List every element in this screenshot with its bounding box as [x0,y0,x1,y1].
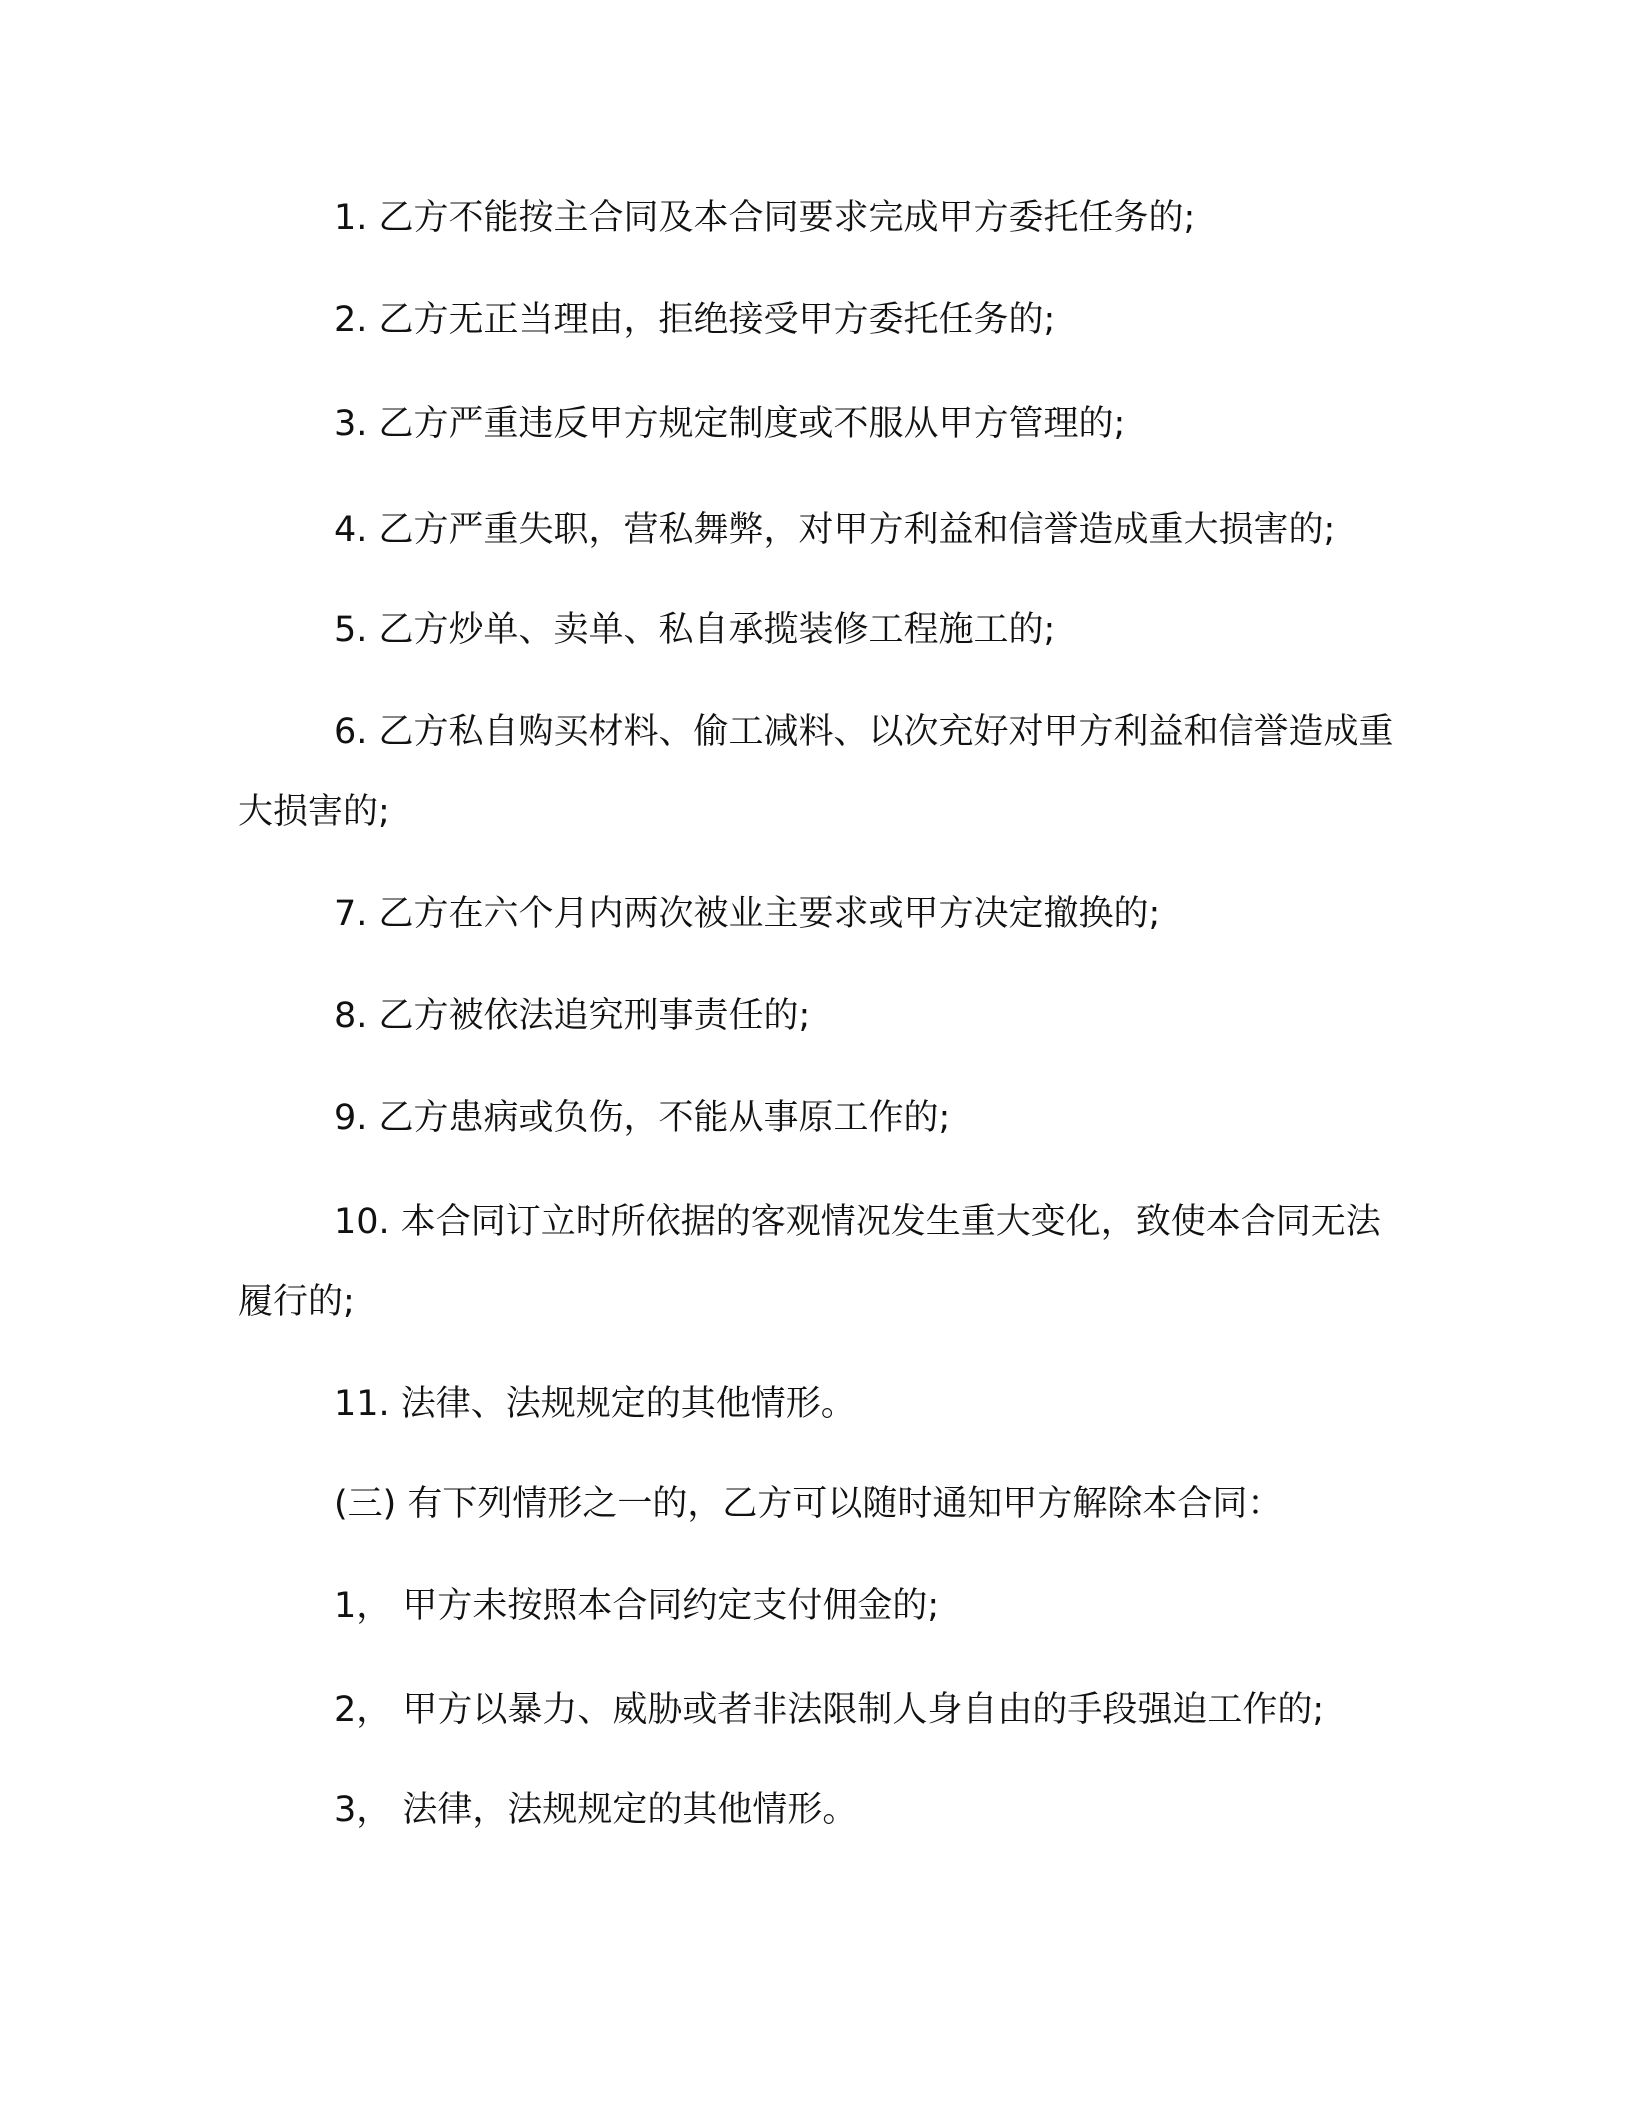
paragraph-3-1: 1， 甲方未按照本合同约定支付佣金的; [334,1586,940,1626]
paragraph-9: 9. 乙方患病或负伤，不能从事原工作的; [334,1098,951,1138]
paragraph-7: 7. 乙方在六个月内两次被业主要求或甲方决定撤换的; [334,894,1161,934]
paragraph-8: 8. 乙方被依法追究刑事责任的; [334,996,811,1036]
paragraph-2: 2. 乙方无正当理由，拒绝接受甲方委托任务的; [334,300,1056,340]
paragraph-4: 4. 乙方严重失职，营私舞弊，对甲方利益和信誉造成重大损害的; [334,510,1336,550]
paragraph-11: 11. 法律、法规规定的其他情形。 [334,1384,856,1424]
paragraph-3-3: 3， 法律，法规规定的其他情形。 [334,1790,858,1830]
paragraph-10: 10. 本合同订立时所依据的客观情况发生重大变化，致使本合同无法履行的; [238,1202,1381,1322]
paragraph-3-2: 2， 甲方以暴力、威胁或者非法限制人身自由的手段强迫工作的; [334,1690,1325,1730]
paragraph-5: 5. 乙方炒单、卖单、私自承揽装修工程施工的; [334,610,1056,650]
paragraph-1: 1. 乙方不能按主合同及本合同要求完成甲方委托任务的; [334,198,1196,238]
section-heading-3: (三) 有下列情形之一的，乙方可以随时通知甲方解除本合同： [334,1484,1283,1524]
paragraph-6: 6. 乙方私自购买材料、偷工减料、以次充好对甲方利益和信誉造成重大损害的; [238,712,1394,832]
paragraph-3: 3. 乙方严重违反甲方规定制度或不服从甲方管理的; [334,404,1126,444]
